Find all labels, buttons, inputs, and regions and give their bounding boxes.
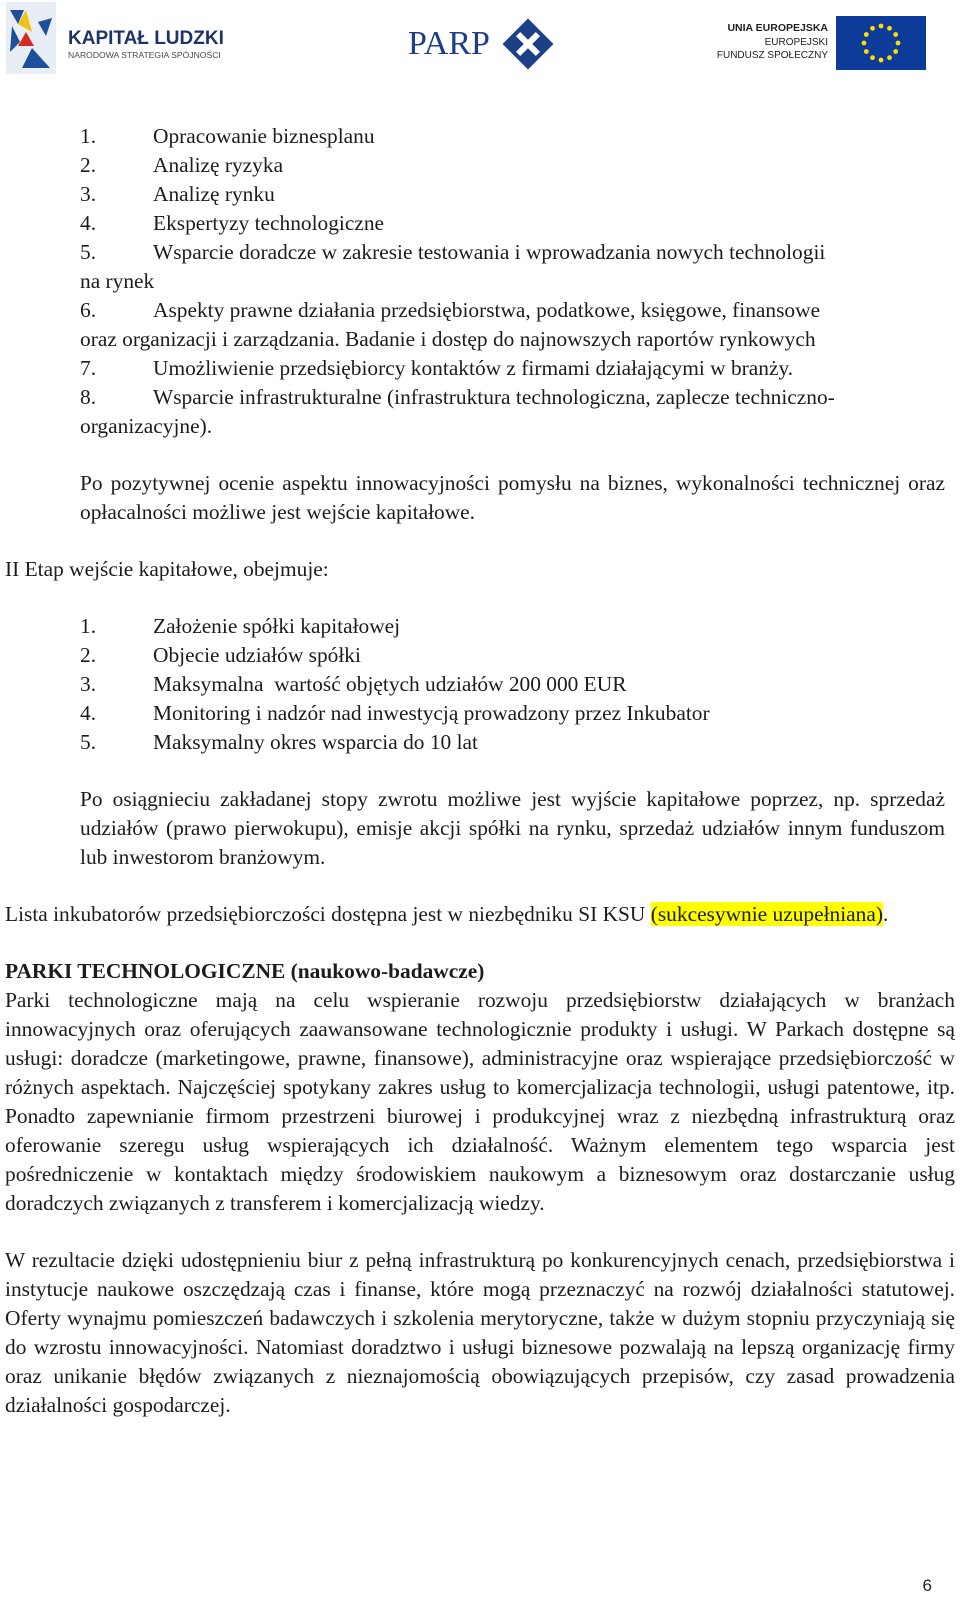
list-item-continuation: oraz organizacji i zarządzania. Badanie i dostęp do najnowszych raportów rynkowych	[80, 327, 816, 351]
paragraph-incubators-list: Lista inkubatorów przedsiębiorczości dostępna jest w niezbędniku SI KSU (sukcesywnie uzupełniana).	[5, 902, 889, 926]
list-item: 3. Maksymalna wartość objętych udziałów 200 000 EUR	[80, 672, 627, 696]
highlighted-note: (sukcesywnie uzupełniana)	[650, 902, 883, 926]
list-item: 7. Umożliwienie przedsiębiorcy kontaktów z firmami działającymi w branży.	[80, 356, 794, 380]
list-item: 5. Wsparcie doradcze w zakresie testowania i wprowadzania nowych technologii	[80, 240, 826, 264]
services-list	[5, 122, 955, 441]
logo-kl-title: KAPITAŁ LUDZKI	[68, 28, 224, 49]
paragraph-capital-exit: Po osiągnieciu zakładanej stopy zwrotu możliwe jest wyjście kapitałowe poprzez, np. sprzedaż udziałów (prawo pierwokupu), emisje akcji spółki na rynku, sprzedaż udziałów innym funduszom lub inwestorom branżowym.	[80, 787, 945, 869]
section-heading-parks: PARKI TECHNOLOGICZNE (naukowo-badawcze)	[5, 959, 485, 983]
list-item: 2. Analizę ryzyka	[80, 153, 284, 177]
document-body	[5, 122, 955, 1420]
logo-ue-line1: UNIA EUROPEJSKA	[727, 22, 828, 34]
logo-ue-line2: EUROPEJSKI	[764, 37, 828, 48]
list-item: 2. Objecie udziałów spółki	[80, 643, 361, 667]
list-item: 5. Maksymalny okres wsparcia do 10 lat	[80, 730, 478, 754]
logo-kl-subtitle: NARODOWA STRATEGIA SPÓJNOŚCI	[68, 50, 221, 60]
paragraph-parks-description: Parki technologiczne mają na celu wspieranie rozwoju przedsiębiorstw działających w branżach innowacyjnych oraz oferujących zaawansowane technologicznie produkty i usługi. W Parkach dostępne są usługi: doradcze (marketingowe, prawne, finansowe), administracyjne oraz wspierające przedsiębiorczość w różnych aspektach. Najczęściej spotykany zakres usług to komercjalizacja technologii, usługi patentowe, itp. Ponadto zapewnianie firmom przestrzeni biurowej i produkcyjnej wraz z niezbędną infrastrukturą oraz oferowanie szeregu usług wspierających ich działalność. Ważnym elementem tego wsparcia jest pośredniczenie w kontaktach między środowiskiem naukowym a biznesowym oraz dostarczanie usług doradczych związanych z transferem i komercjalizacją wiedzy.	[5, 988, 955, 1215]
list-item: 1. Założenie spółki kapitałowej	[80, 614, 401, 638]
list-item: 6. Aspekty prawne działania przedsiębiorstwa, podatkowe, księgowe, finansowe	[80, 298, 821, 322]
page-number: 6	[922, 1576, 932, 1595]
logo-parp-text: PARP	[408, 25, 490, 62]
parp-logo	[408, 16, 568, 72]
paragraph-capital-entry: Po pozytywnej ocenie aspektu innowacyjności pomysłu na biznes, wykonalności technicznej oraz opłacalności możliwe jest wejście kapitałowe.	[80, 471, 945, 524]
stage-2-heading: II Etap wejście kapitałowe, obejmuje:	[5, 557, 329, 581]
list-item: 4. Ekspertyzy technologiczne	[80, 211, 385, 235]
list-item-continuation: organizacyjne).	[80, 414, 213, 438]
eu-logo	[716, 14, 952, 72]
list-item: 1. Opracowanie biznesplanu	[80, 124, 375, 148]
list-item: 8. Wsparcie infrastrukturalne (infrastruktura technologiczna, zaplecze techniczno-	[80, 385, 835, 409]
kapital-ludzki-logo	[6, 2, 246, 74]
page-header	[0, 0, 960, 86]
list-item: 3. Analizę rynku	[80, 182, 275, 206]
logo-ue-line3: FUNDUSZ SPOŁECZNY	[716, 50, 828, 61]
list-item: 4. Monitoring i nadzór nad inwestycją prowadzony przez Inkubator	[80, 701, 710, 725]
list-item-continuation: na rynek	[80, 269, 155, 293]
stage-2-list	[5, 612, 955, 757]
paragraph-parks-results: W rezultacie dzięki udostępnieniu biur z pełną infrastrukturą po konkurencyjnych cenach, przedsiębiorstwa i instytucje naukowe oszczędzają czas i finanse, które mogą przeznaczyć na rozwój działalności statutowej. Oferty wynajmu pomieszczeń badawczych i szkolenia merytoryczne, także w dużym stopniu przyczyniają się do wzrostu innowacyjności. Natomiast doradztwo i usługi biznesowe pozwalają na lepszą organizację firmy oraz unikanie błędów związanych z nieznajomością obowiązujących przepisów, czy zasad prowadzenia działalności gospodarczej.	[5, 1248, 955, 1417]
